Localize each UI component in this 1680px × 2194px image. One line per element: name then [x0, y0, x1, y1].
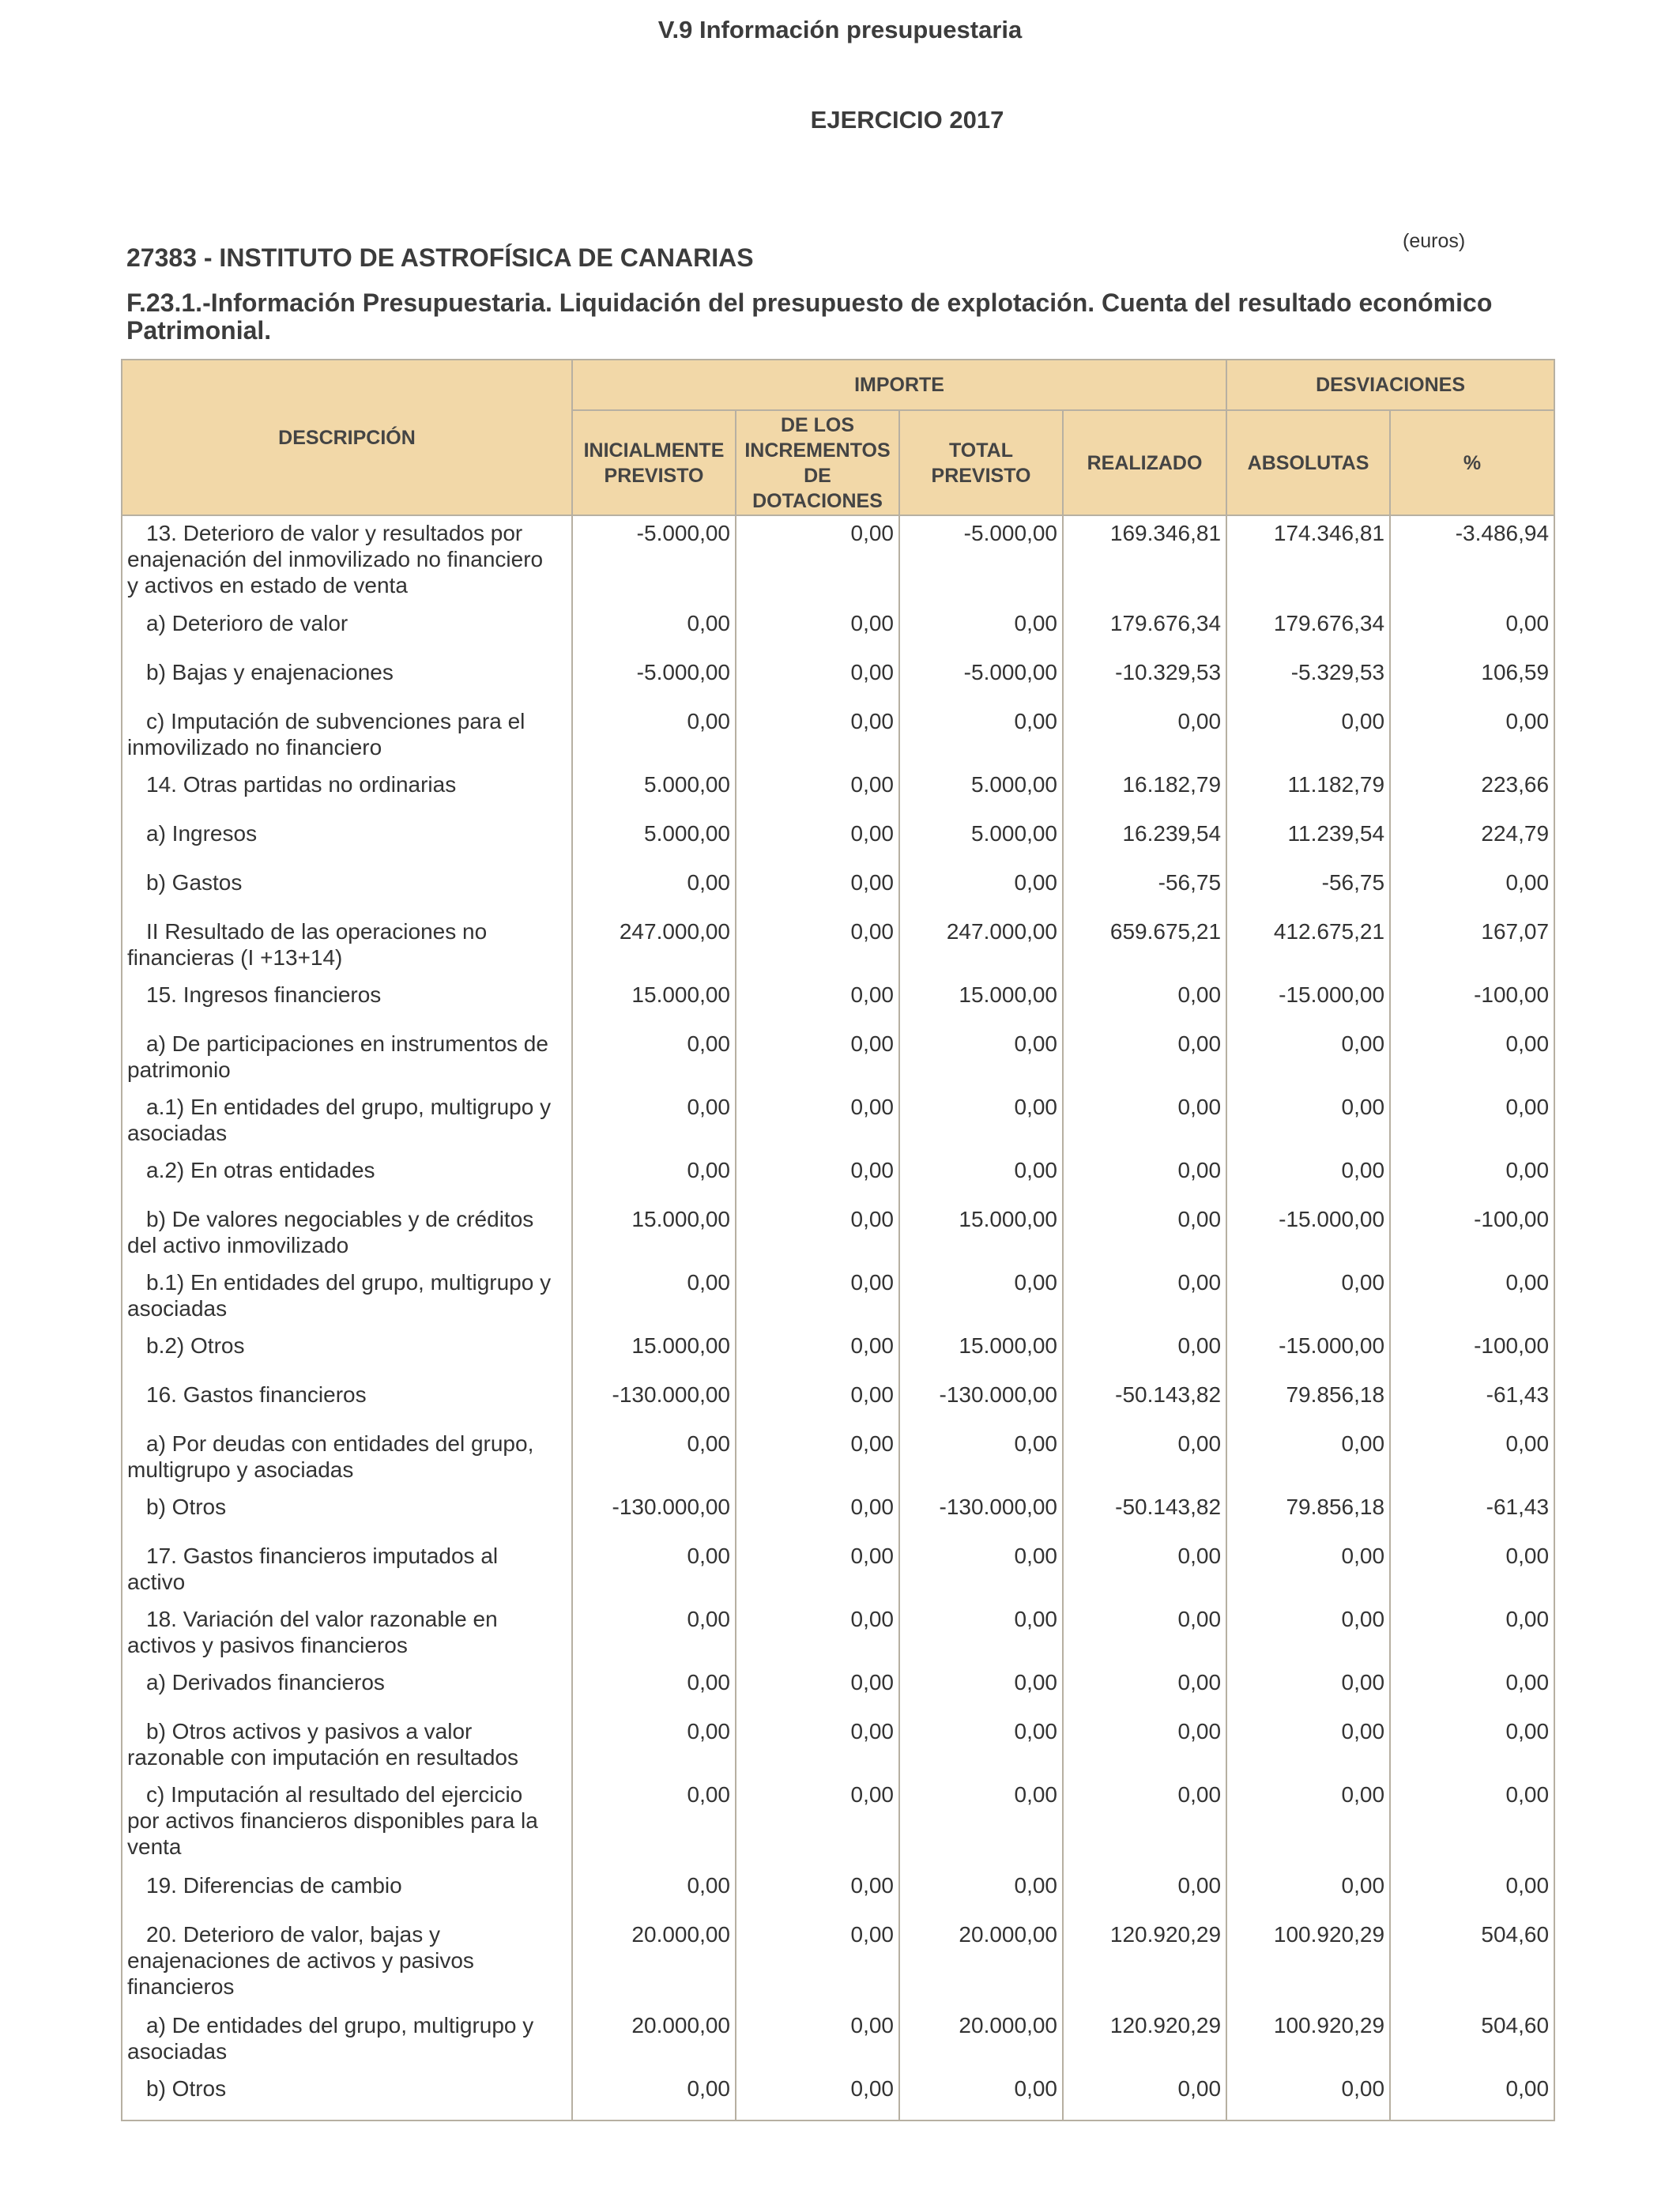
row-description: b) Gastos	[122, 865, 572, 914]
table-row	[122, 1868, 1554, 1917]
cell-total-previsto: -130.000,00	[899, 1490, 1063, 1539]
row-description: a) De entidades del grupo, multigrupo y asociadas	[122, 2008, 572, 2071]
cell-realizado: 16.239,54	[1063, 816, 1226, 865]
cell-total-previsto: 0,00	[899, 704, 1063, 767]
cell-absolutas: 11.239,54	[1226, 816, 1390, 865]
cell-incrementos: 0,00	[736, 1329, 899, 1378]
cell-incrementos: 0,00	[736, 1378, 899, 1427]
cell-total-previsto: 0,00	[899, 1602, 1063, 1665]
cell-inicialmente-previsto: 0,00	[572, 1427, 736, 1490]
entity-title: 27383 - INSTITUTO DE ASTROFÍSICA DE CANARIAS	[126, 243, 754, 272]
row-description: b) Otros	[122, 2071, 572, 2120]
cell-realizado: 0,00	[1063, 1427, 1226, 1490]
cell-incrementos: 0,00	[736, 914, 899, 978]
row-description: b.2) Otros	[122, 1329, 572, 1378]
cell-incrementos: 0,00	[736, 1777, 899, 1868]
cell-porcentaje: 0,00	[1390, 1027, 1554, 1090]
cell-realizado: 0,00	[1063, 1265, 1226, 1329]
cell-realizado: 659.675,21	[1063, 914, 1226, 978]
cell-porcentaje: 0,00	[1390, 1777, 1554, 1868]
cell-total-previsto: 0,00	[899, 1539, 1063, 1602]
cell-inicialmente-previsto: -5.000,00	[572, 655, 736, 704]
table-row	[122, 865, 1554, 914]
cell-inicialmente-previsto: 0,00	[572, 1539, 736, 1602]
cell-total-previsto: 0,00	[899, 1665, 1063, 1714]
row-description: a) Por deudas con entidades del grupo, multigrupo y asociadas	[122, 1427, 572, 1490]
cell-incrementos: 0,00	[736, 1265, 899, 1329]
row-description: 15. Ingresos financieros	[122, 978, 572, 1027]
cell-incrementos: 0,00	[736, 978, 899, 1027]
cell-total-previsto: -5.000,00	[899, 655, 1063, 704]
cell-inicialmente-previsto: 15.000,00	[572, 1329, 736, 1378]
cell-absolutas: 0,00	[1226, 1665, 1390, 1714]
cell-absolutas: -15.000,00	[1226, 978, 1390, 1027]
cell-porcentaje: 0,00	[1390, 1602, 1554, 1665]
cell-inicialmente-previsto: 0,00	[572, 1714, 736, 1777]
row-description: 18. Variación del valor razonable en activos y pasivos financieros	[122, 1602, 572, 1665]
cell-porcentaje: 223,66	[1390, 767, 1554, 816]
header-absolutas: ABSOLUTAS	[1226, 410, 1390, 515]
cell-total-previsto: 0,00	[899, 1714, 1063, 1777]
table-row	[122, 606, 1554, 655]
cell-absolutas: 79.856,18	[1226, 1490, 1390, 1539]
table-body	[122, 515, 1554, 2120]
table-row	[122, 1027, 1554, 1090]
cell-total-previsto: 15.000,00	[899, 978, 1063, 1027]
cell-absolutas: 0,00	[1226, 1153, 1390, 1202]
cell-incrementos: 0,00	[736, 865, 899, 914]
row-description: b) Bajas y enajenaciones	[122, 655, 572, 704]
row-description: b.1) En entidades del grupo, multigrupo y asociadas	[122, 1265, 572, 1329]
cell-incrementos: 0,00	[736, 606, 899, 655]
header-incrementos: DE LOS INCREMENTOS DE DOTACIONES	[736, 410, 899, 515]
cell-realizado: 120.920,29	[1063, 2008, 1226, 2071]
header-realizado: REALIZADO	[1063, 410, 1226, 515]
cell-realizado: -50.143,82	[1063, 1490, 1226, 1539]
cell-realizado: 179.676,34	[1063, 606, 1226, 655]
table-row	[122, 767, 1554, 816]
table-row	[122, 1490, 1554, 1539]
table-row	[122, 1153, 1554, 1202]
cell-inicialmente-previsto: 15.000,00	[572, 1202, 736, 1265]
table-row	[122, 914, 1554, 978]
cell-absolutas: 11.182,79	[1226, 767, 1390, 816]
cell-total-previsto: 20.000,00	[899, 1917, 1063, 2008]
cell-total-previsto: 247.000,00	[899, 914, 1063, 978]
cell-realizado: 120.920,29	[1063, 1917, 1226, 2008]
table-row	[122, 2071, 1554, 2120]
cell-absolutas: 174.346,81	[1226, 515, 1390, 606]
cell-porcentaje: -3.486,94	[1390, 515, 1554, 606]
cell-porcentaje: 0,00	[1390, 606, 1554, 655]
cell-porcentaje: 0,00	[1390, 1427, 1554, 1490]
cell-incrementos: 0,00	[736, 1202, 899, 1265]
table-row	[122, 1917, 1554, 2008]
cell-porcentaje: -100,00	[1390, 1329, 1554, 1378]
cell-inicialmente-previsto: 0,00	[572, 865, 736, 914]
row-description: a) De participaciones en instrumentos de patrimonio	[122, 1027, 572, 1090]
exercise-title: EJERCICIO 2017	[810, 106, 1004, 134]
cell-total-previsto: 0,00	[899, 1777, 1063, 1868]
cell-inicialmente-previsto: 0,00	[572, 1602, 736, 1665]
table-row	[122, 1777, 1554, 1868]
cell-incrementos: 0,00	[736, 1090, 899, 1153]
cell-realizado: -56,75	[1063, 865, 1226, 914]
cell-porcentaje: 0,00	[1390, 1868, 1554, 1917]
row-description: a) Deterioro de valor	[122, 606, 572, 655]
cell-inicialmente-previsto: 5.000,00	[572, 816, 736, 865]
cell-incrementos: 0,00	[736, 704, 899, 767]
cell-absolutas: -56,75	[1226, 865, 1390, 914]
cell-porcentaje: 106,59	[1390, 655, 1554, 704]
table-row	[122, 1090, 1554, 1153]
cell-absolutas: 100.920,29	[1226, 2008, 1390, 2071]
cell-incrementos: 0,00	[736, 515, 899, 606]
table-row	[122, 655, 1554, 704]
table-row	[122, 515, 1554, 606]
table-row	[122, 1329, 1554, 1378]
row-description: a.2) En otras entidades	[122, 1153, 572, 1202]
cell-absolutas: 0,00	[1226, 1602, 1390, 1665]
cell-realizado: 0,00	[1063, 1202, 1226, 1265]
cell-porcentaje: 504,60	[1390, 2008, 1554, 2071]
cell-absolutas: 79.856,18	[1226, 1378, 1390, 1427]
cell-absolutas: 0,00	[1226, 1714, 1390, 1777]
table-row	[122, 1378, 1554, 1427]
cell-porcentaje: 0,00	[1390, 1153, 1554, 1202]
cell-porcentaje: 0,00	[1390, 704, 1554, 767]
cell-incrementos: 0,00	[736, 1714, 899, 1777]
header-total-previsto: TOTAL PREVISTO	[899, 410, 1063, 515]
cell-inicialmente-previsto: 0,00	[572, 1777, 736, 1868]
cell-incrementos: 0,00	[736, 2071, 899, 2120]
row-description: 13. Deterioro de valor y resultados por enajenación del inmovilizado no financiero y activos en estado de venta	[122, 515, 572, 606]
row-description: 14. Otras partidas no ordinarias	[122, 767, 572, 816]
cell-incrementos: 0,00	[736, 1602, 899, 1665]
cell-realizado: 0,00	[1063, 1153, 1226, 1202]
cell-inicialmente-previsto: -130.000,00	[572, 1490, 736, 1539]
cell-total-previsto: 20.000,00	[899, 2008, 1063, 2071]
cell-realizado: 0,00	[1063, 1777, 1226, 1868]
cell-porcentaje: 0,00	[1390, 865, 1554, 914]
table-row	[122, 1602, 1554, 1665]
cell-absolutas: -5.329,53	[1226, 655, 1390, 704]
table-row	[122, 816, 1554, 865]
cell-inicialmente-previsto: 20.000,00	[572, 1917, 736, 2008]
cell-absolutas: 0,00	[1226, 2071, 1390, 2120]
cell-incrementos: 0,00	[736, 2008, 899, 2071]
cell-total-previsto: 15.000,00	[899, 1329, 1063, 1378]
cell-realizado: 0,00	[1063, 1539, 1226, 1602]
cell-absolutas: 179.676,34	[1226, 606, 1390, 655]
table-row	[122, 1665, 1554, 1714]
cell-total-previsto: -5.000,00	[899, 515, 1063, 606]
cell-inicialmente-previsto: -130.000,00	[572, 1378, 736, 1427]
cell-incrementos: 0,00	[736, 1539, 899, 1602]
cell-total-previsto: 0,00	[899, 606, 1063, 655]
cell-inicialmente-previsto: -5.000,00	[572, 515, 736, 606]
row-description: b) Otros activos y pasivos a valor razonable con imputación en resultados	[122, 1714, 572, 1777]
cell-inicialmente-previsto: 0,00	[572, 1153, 736, 1202]
cell-realizado: 0,00	[1063, 2071, 1226, 2120]
cell-total-previsto: 0,00	[899, 1427, 1063, 1490]
cell-realizado: 0,00	[1063, 1602, 1226, 1665]
cell-inicialmente-previsto: 15.000,00	[572, 978, 736, 1027]
row-description: 16. Gastos financieros	[122, 1378, 572, 1427]
cell-realizado: 0,00	[1063, 704, 1226, 767]
cell-absolutas: 0,00	[1226, 1539, 1390, 1602]
cell-inicialmente-previsto: 0,00	[572, 1090, 736, 1153]
cell-realizado: -10.329,53	[1063, 655, 1226, 704]
cell-incrementos: 0,00	[736, 1027, 899, 1090]
cell-incrementos: 0,00	[736, 655, 899, 704]
cell-inicialmente-previsto: 0,00	[572, 1265, 736, 1329]
cell-porcentaje: 0,00	[1390, 1539, 1554, 1602]
section-title: V.9 Información presupuestaria	[657, 16, 1023, 43]
cell-total-previsto: 0,00	[899, 1153, 1063, 1202]
cell-porcentaje: -61,43	[1390, 1378, 1554, 1427]
cell-total-previsto: 5.000,00	[899, 767, 1063, 816]
cell-total-previsto: 0,00	[899, 1868, 1063, 1917]
cell-porcentaje: 167,07	[1390, 914, 1554, 978]
cell-incrementos: 0,00	[736, 1665, 899, 1714]
cell-total-previsto: 0,00	[899, 1090, 1063, 1153]
table-row	[122, 1202, 1554, 1265]
cell-porcentaje: 0,00	[1390, 1090, 1554, 1153]
row-description: a.1) En entidades del grupo, multigrupo y asociadas	[122, 1090, 572, 1153]
row-description: b) Otros	[122, 1490, 572, 1539]
cell-inicialmente-previsto: 0,00	[572, 1665, 736, 1714]
cell-incrementos: 0,00	[736, 1917, 899, 2008]
cell-realizado: 0,00	[1063, 1329, 1226, 1378]
row-description: a) Derivados financieros	[122, 1665, 572, 1714]
table-row	[122, 1714, 1554, 1777]
cell-absolutas: 0,00	[1226, 1868, 1390, 1917]
row-description: a) Ingresos	[122, 816, 572, 865]
cell-inicialmente-previsto: 0,00	[572, 704, 736, 767]
cell-realizado: 0,00	[1063, 1714, 1226, 1777]
cell-realizado: 0,00	[1063, 1868, 1226, 1917]
row-description: c) Imputación al resultado del ejercicio por activos financieros disponibles para la venta	[122, 1777, 572, 1868]
cell-absolutas: 0,00	[1226, 1777, 1390, 1868]
cell-incrementos: 0,00	[736, 816, 899, 865]
cell-inicialmente-previsto: 247.000,00	[572, 914, 736, 978]
cell-total-previsto: 0,00	[899, 865, 1063, 914]
cell-inicialmente-previsto: 5.000,00	[572, 767, 736, 816]
header-desviaciones: DESVIACIONES	[1226, 360, 1554, 410]
cell-inicialmente-previsto: 0,00	[572, 1027, 736, 1090]
cell-incrementos: 0,00	[736, 1427, 899, 1490]
cell-porcentaje: 224,79	[1390, 816, 1554, 865]
cell-porcentaje: -61,43	[1390, 1490, 1554, 1539]
cell-total-previsto: 0,00	[899, 1027, 1063, 1090]
cell-absolutas: 0,00	[1226, 1427, 1390, 1490]
row-description: 17. Gastos financieros imputados al activo	[122, 1539, 572, 1602]
header-descripcion: DESCRIPCIÓN	[122, 360, 572, 515]
header-porcentaje: %	[1390, 410, 1554, 515]
cell-absolutas: 0,00	[1226, 1027, 1390, 1090]
cell-realizado: 0,00	[1063, 1090, 1226, 1153]
row-description: 20. Deterioro de valor, bajas y enajenaciones de activos y pasivos financieros	[122, 1917, 572, 2008]
cell-absolutas: -15.000,00	[1226, 1329, 1390, 1378]
row-description: II Resultado de las operaciones no financieras (I +13+14)	[122, 914, 572, 978]
table-row	[122, 2008, 1554, 2071]
cell-absolutas: 0,00	[1226, 1090, 1390, 1153]
cell-realizado: 0,00	[1063, 1027, 1226, 1090]
cell-porcentaje: 504,60	[1390, 1917, 1554, 2008]
cell-absolutas: 0,00	[1226, 1265, 1390, 1329]
cell-porcentaje: 0,00	[1390, 1265, 1554, 1329]
report-title: F.23.1.-Información Presupuestaria. Liquidación del presupuesto de explotación. Cuenta del resultado económico Patrimonial.	[126, 288, 1493, 345]
cell-total-previsto: 5.000,00	[899, 816, 1063, 865]
cell-inicialmente-previsto: 0,00	[572, 2071, 736, 2120]
header-inicialmente-previsto: INICIALMENTE PREVISTO	[572, 410, 736, 515]
units-label: (euros)	[1403, 230, 1466, 252]
cell-inicialmente-previsto: 0,00	[572, 606, 736, 655]
table-row	[122, 1427, 1554, 1490]
cell-total-previsto: 0,00	[899, 2071, 1063, 2120]
row-description: b) De valores negociables y de créditos del activo inmovilizado	[122, 1202, 572, 1265]
cell-realizado: -50.143,82	[1063, 1378, 1226, 1427]
budget-table	[121, 359, 1555, 2121]
cell-total-previsto: 15.000,00	[899, 1202, 1063, 1265]
header-importe: IMPORTE	[572, 360, 1226, 410]
cell-absolutas: 0,00	[1226, 704, 1390, 767]
cell-porcentaje: 0,00	[1390, 2071, 1554, 2120]
row-description: c) Imputación de subvenciones para el inmovilizado no financiero	[122, 704, 572, 767]
cell-absolutas: 100.920,29	[1226, 1917, 1390, 2008]
cell-realizado: 0,00	[1063, 1665, 1226, 1714]
table-row	[122, 704, 1554, 767]
cell-incrementos: 0,00	[736, 1868, 899, 1917]
cell-porcentaje: -100,00	[1390, 1202, 1554, 1265]
cell-realizado: 0,00	[1063, 978, 1226, 1027]
cell-incrementos: 0,00	[736, 1490, 899, 1539]
cell-inicialmente-previsto: 0,00	[572, 1868, 736, 1917]
cell-realizado: 169.346,81	[1063, 515, 1226, 606]
table-row	[122, 978, 1554, 1027]
row-description: 19. Diferencias de cambio	[122, 1868, 572, 1917]
cell-absolutas: 412.675,21	[1226, 914, 1390, 978]
cell-absolutas: -15.000,00	[1226, 1202, 1390, 1265]
cell-inicialmente-previsto: 20.000,00	[572, 2008, 736, 2071]
table-row	[122, 1539, 1554, 1602]
cell-porcentaje: 0,00	[1390, 1714, 1554, 1777]
table-row	[122, 1265, 1554, 1329]
cell-realizado: 16.182,79	[1063, 767, 1226, 816]
cell-incrementos: 0,00	[736, 767, 899, 816]
cell-porcentaje: -100,00	[1390, 978, 1554, 1027]
cell-incrementos: 0,00	[736, 1153, 899, 1202]
cell-total-previsto: -130.000,00	[899, 1378, 1063, 1427]
cell-porcentaje: 0,00	[1390, 1665, 1554, 1714]
cell-total-previsto: 0,00	[899, 1265, 1063, 1329]
